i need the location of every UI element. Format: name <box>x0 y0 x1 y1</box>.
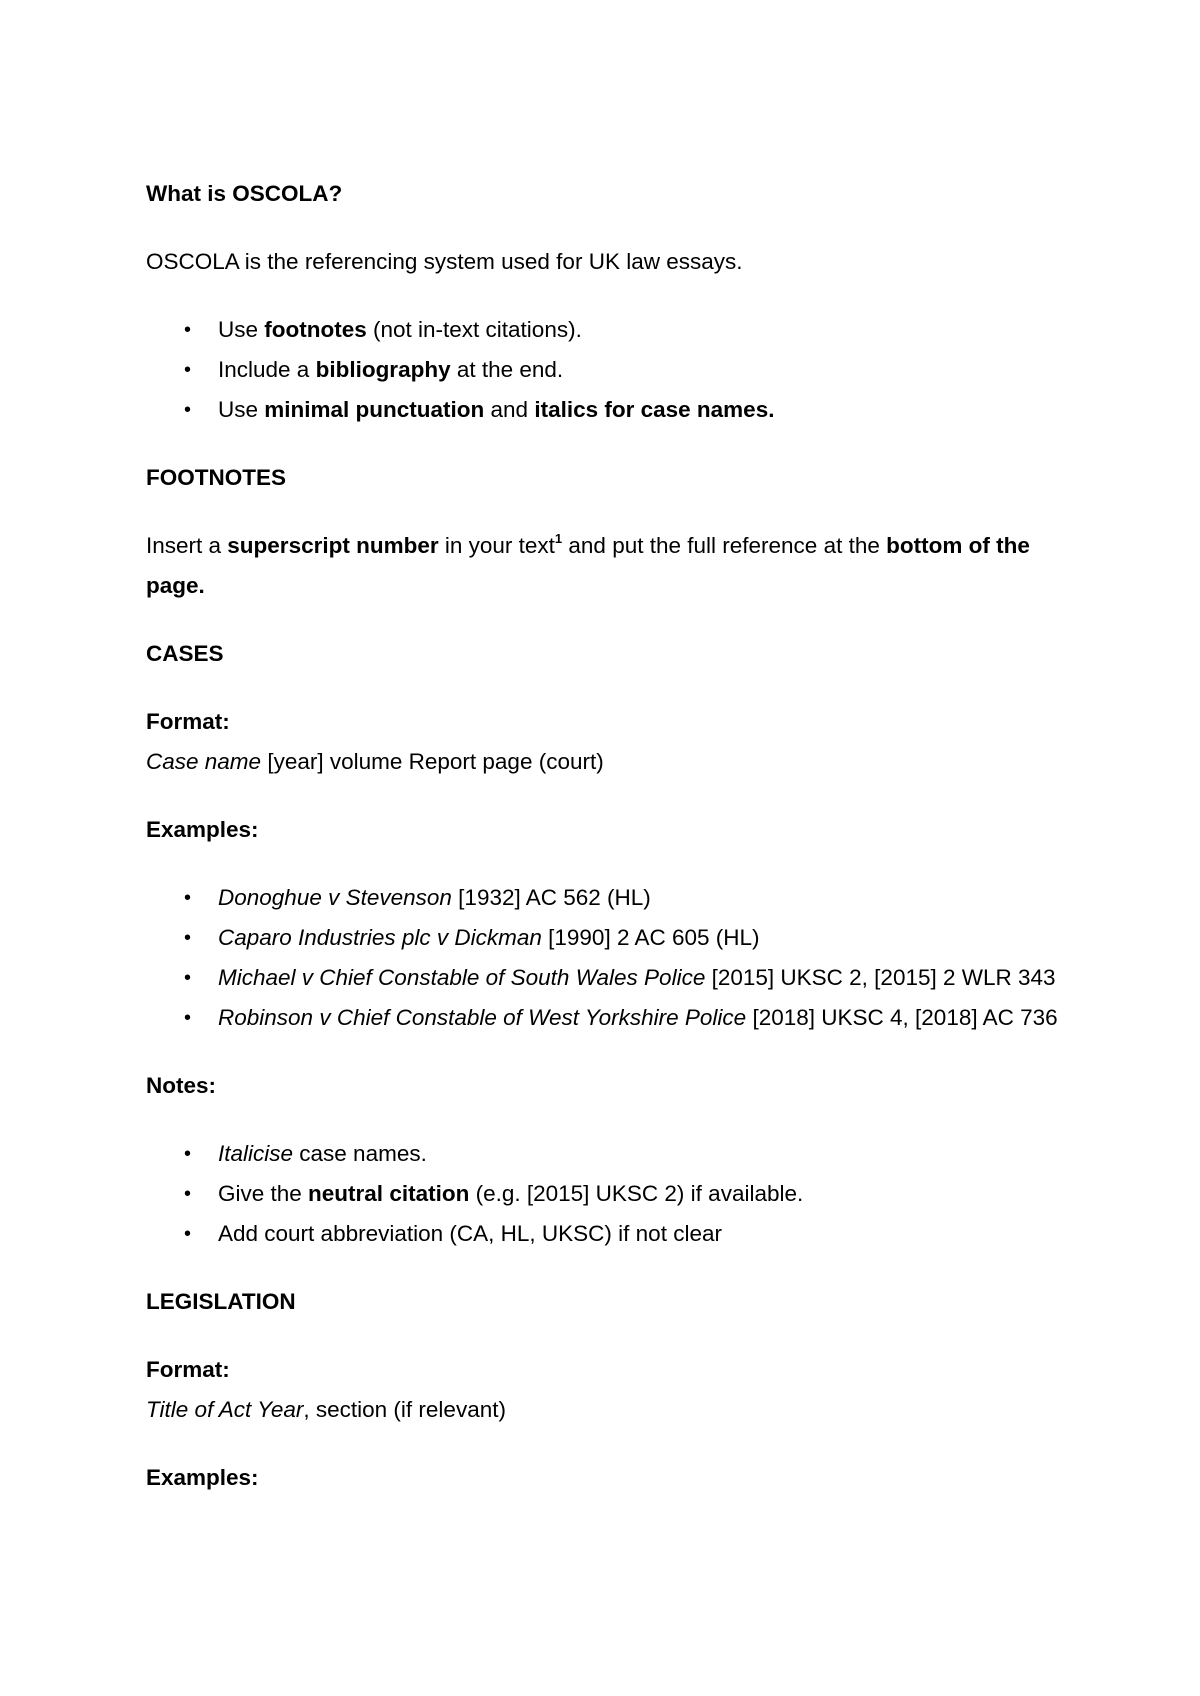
notes-list <box>146 1134 1066 1254</box>
list-item: • Italicise case names. <box>146 1134 1066 1174</box>
legislation-heading: LEGISLATION <box>146 1289 296 1314</box>
intro-paragraph: OSCOLA is the referencing system used for UK law essays. <box>146 249 743 274</box>
footnotes-heading: FOOTNOTES <box>146 465 286 490</box>
bullet-icon: • <box>184 1223 192 1245</box>
bullet-icon: • <box>184 319 192 341</box>
bullet-icon: • <box>184 967 192 989</box>
footnote-marker: 1 <box>554 530 563 546</box>
cases-examples-label: Examples: <box>146 817 259 842</box>
cases-format-line: Case name [year] volume Report page (court) <box>146 749 604 774</box>
bullet-icon: • <box>184 1143 192 1165</box>
list-item: • Donoghue v Stevenson [1932] AC 562 (HL) <box>146 878 1066 918</box>
list-item: • Michael v Chief Constable of South Wales Police [2015] UKSC 2, [2015] 2 WLR 343 <box>146 958 1066 998</box>
page-title: What is OSCOLA? <box>146 181 343 206</box>
list-item: • Use footnotes (not in-text citations). <box>146 310 1066 350</box>
bullet-icon: • <box>184 887 192 909</box>
cases-format-label: Format: <box>146 709 230 734</box>
document-body <box>146 174 1066 1498</box>
legislation-examples-label: Examples: <box>146 1465 259 1490</box>
cases-examples-list <box>146 878 1066 1038</box>
list-item: • Give the neutral citation (e.g. [2015] UKSC 2) if available. <box>146 1174 1066 1214</box>
list-item: • Caparo Industries plc v Dickman [1990] 2 AC 605 (HL) <box>146 918 1066 958</box>
bullet-icon: • <box>184 927 192 949</box>
notes-label: Notes: <box>146 1073 217 1098</box>
list-item: • Use minimal punctuation and italics for case names. <box>146 390 1066 430</box>
legislation-format-line: Title of Act Year, section (if relevant) <box>146 1397 506 1422</box>
bullet-icon: • <box>184 359 192 381</box>
cases-heading: CASES <box>146 641 224 666</box>
intro-list <box>146 310 1066 430</box>
list-item: • Add court abbreviation (CA, HL, UKSC) if not clear <box>146 1214 1066 1254</box>
list-item: • Robinson v Chief Constable of West Yorkshire Police [2018] UKSC 4, [2018] AC 736 <box>146 998 1066 1038</box>
list-item: • Include a bibliography at the end. <box>146 350 1066 390</box>
bullet-icon: • <box>184 1183 192 1205</box>
legislation-format-label: Format: <box>146 1357 230 1382</box>
bullet-icon: • <box>184 1007 192 1029</box>
bullet-icon: • <box>184 399 192 421</box>
footnotes-paragraph: Insert a superscript number in your text$^1$ and put the full reference at the bottom of the page. <box>146 530 1030 598</box>
